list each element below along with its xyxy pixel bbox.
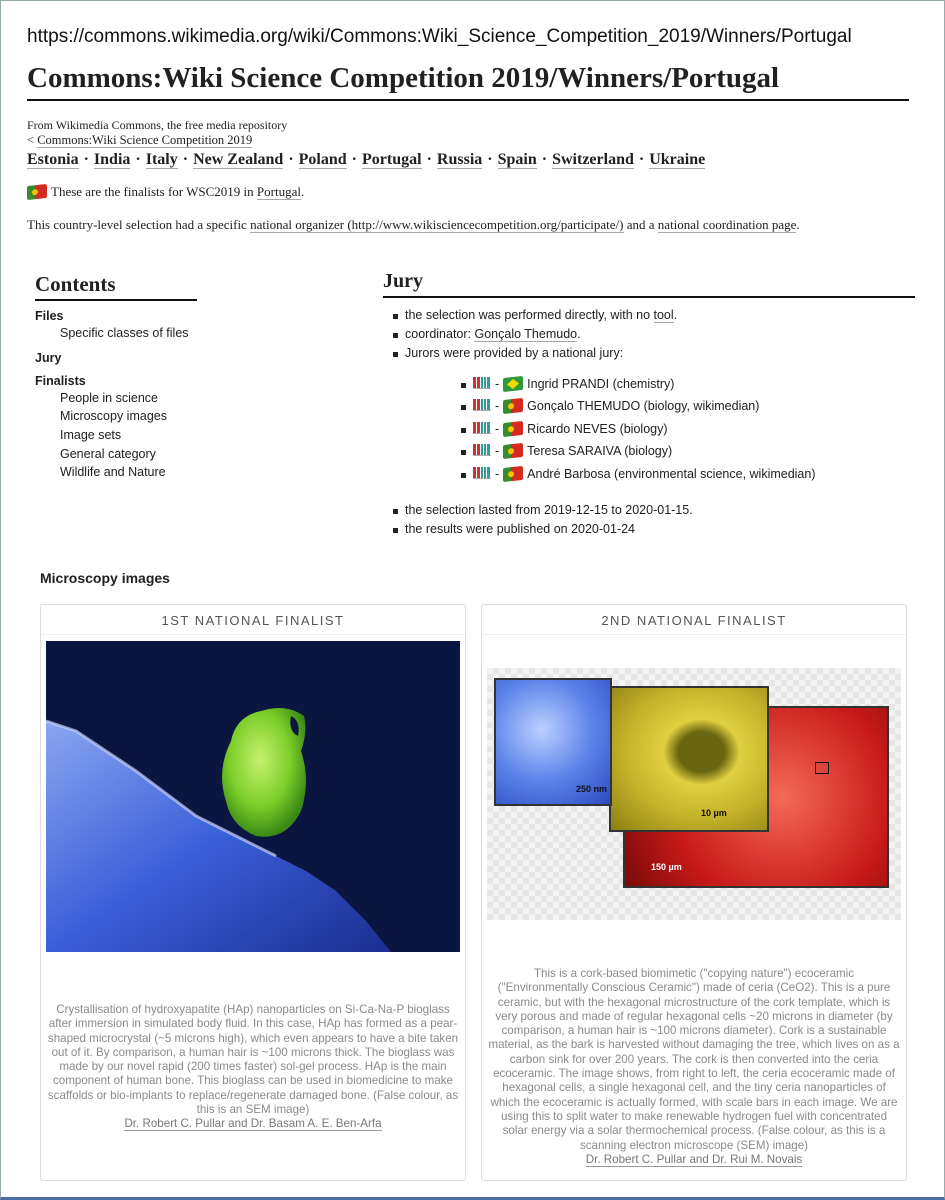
address-url[interactable]: https://commons.wikimedia.org/wiki/Commons:Wiki_Science_Competition_2019/Winners/Portugal	[27, 26, 852, 47]
toc-item[interactable]: Finalists	[35, 373, 86, 388]
country-link[interactable]: Poland	[298, 151, 347, 168]
zoom-marker	[815, 762, 829, 774]
jury-bullet	[383, 308, 915, 327]
jury-bullet: the selection lasted from 2019-12-15 to 2020-01-15.	[383, 503, 915, 522]
coordination-page-link[interactable]: national coordination page	[657, 217, 797, 232]
scale-label: 10 µm	[701, 808, 727, 818]
intro-end: .	[300, 184, 305, 199]
country-separator: ·	[638, 151, 645, 168]
country-link[interactable]: Switzerland	[552, 151, 634, 168]
credit-link[interactable]: Dr. Robert C. Pullar and Dr. Rui M. Novais	[585, 1152, 803, 1166]
portugal-flag-icon	[503, 466, 523, 482]
wikidata-icon[interactable]	[473, 377, 491, 389]
caption-text: This is a cork-based biomimetic ("copying nature") ecoceramic ("Environmentally Conscious Ceramic") made of ceria (CeO2). This is a pure ceramic, but with the hexagonal microstructure of the cork template, which is very porous and made of regular hexagonal cells ~20 microns in diameter (by comparison, a human hair is ~100 microns diameter). Cork is a sustainable material, as the bark is harvested without damaging the tree, which lives on as a carbon sink for over 200 years. The cork is then converted into the ceria ecoceramic. The image shows, from right to left, the ceria ecoceramic made of hexagonal cells, a single hexagonal cell, and the tiny ceria nanoparticles of which the ecoceramic is actually formed, with scale bars in each image. We are using this to split water to make renewable hydrogen fuel with concentrated solar energy via a solar thermochemical process. (False colour, as this is a scanning electron microscope (SEM) image)	[488, 967, 900, 1152]
country-separator: ·	[541, 151, 548, 168]
finalist-card-1	[40, 604, 466, 1181]
portugal-flag-icon	[27, 184, 47, 200]
hydroxyapatite-sem-image[interactable]	[46, 641, 460, 952]
jury-bullet	[383, 327, 915, 346]
bullet-end: .	[577, 327, 581, 341]
organizer-text: This country-level selection had a specific	[27, 217, 251, 232]
tool-link[interactable]: tool	[653, 308, 674, 322]
country-link[interactable]: Russia	[436, 151, 483, 168]
wikidata-icon[interactable]	[473, 422, 491, 434]
country-link[interactable]: New Zealand	[193, 151, 284, 168]
microscopy-heading: Microscopy images	[40, 570, 170, 586]
country-nav	[27, 151, 705, 169]
country-link[interactable]: Italy	[145, 151, 178, 168]
country-separator: ·	[182, 151, 189, 168]
bullet-text: coordinator:	[405, 327, 475, 341]
toc-title: Contents	[35, 272, 197, 301]
scale-label: 250 nm	[576, 784, 608, 794]
toc-subitem[interactable]: Wildlife and Nature	[60, 465, 166, 480]
sem-image-drawing	[46, 641, 460, 952]
country-separator: ·	[83, 151, 89, 168]
portugal-flag-icon	[503, 443, 523, 459]
page-title: Commons:Wiki Science Competition 2019/Winners/Portugal	[27, 62, 909, 101]
jury-section	[383, 270, 915, 541]
jury-heading: Jury	[383, 270, 915, 298]
card-caption	[47, 1003, 459, 1132]
juror-item	[461, 377, 915, 399]
country-separator: ·	[135, 151, 141, 168]
juror-dash: -	[495, 399, 500, 414]
jury-bullet: Jurors were provided by a national jury:	[383, 346, 915, 365]
ceria-yellow-panel	[609, 686, 769, 832]
breadcrumb	[27, 133, 252, 148]
toc-subitem[interactable]: General category	[60, 446, 156, 461]
juror-name: Ricardo NEVES (biology)	[527, 421, 668, 436]
credit-link[interactable]: Dr. Robert C. Pullar and Dr. Basam A. E. Ben-Arfa	[124, 1117, 382, 1131]
toc-subitem[interactable]: Microscopy images	[60, 409, 167, 424]
national-organizer-link[interactable]: national organizer (http://www.wikisciencecompetition.org/participate/)	[250, 217, 624, 232]
ceria-blue-panel	[494, 678, 612, 806]
country-separator: ·	[351, 151, 358, 168]
toc-subitem[interactable]: Specific classes of files	[60, 326, 189, 340]
country-separator: ·	[288, 151, 294, 168]
juror-item	[461, 444, 915, 466]
wikidata-icon[interactable]	[473, 467, 491, 479]
site-subtitle: From Wikimedia Commons, the free media repository	[27, 118, 288, 132]
portugal-flag-icon	[503, 398, 523, 414]
wikidata-icon[interactable]	[473, 444, 491, 456]
juror-dash: -	[495, 377, 500, 391]
juror-dash: -	[495, 466, 500, 481]
organizer-line	[27, 217, 800, 233]
card-header: 1ST NATIONAL FINALIST	[41, 605, 465, 635]
table-of-contents	[35, 272, 197, 484]
finalist-card-2	[481, 604, 907, 1181]
country-link[interactable]: Spain	[497, 151, 537, 168]
country-separator: ·	[426, 151, 432, 168]
organizer-end: .	[796, 217, 800, 232]
ceria-ecoceramic-sem-image[interactable]	[487, 668, 901, 920]
card-header: 2ND NATIONAL FINALIST	[482, 605, 906, 635]
juror-name: André Barbosa (environmental science, wikimedian)	[527, 466, 816, 481]
scale-label: 150 µm	[651, 862, 682, 872]
breadcrumb-prefix: <	[27, 133, 38, 147]
wikidata-icon[interactable]	[473, 399, 491, 411]
juror-item	[461, 467, 915, 489]
juror-name: Ingrid PRANDI (chemistry)	[527, 377, 675, 391]
juror-name: Teresa SARAIVA (biology)	[527, 444, 673, 459]
finalists-intro	[27, 184, 304, 200]
jury-bullet: the results were published on 2020-01-24	[383, 522, 915, 541]
caption-text: Crystallisation of hydroxyapatite (HAp) nanoparticles on Si-Ca-Na-P bioglass after immersion in simulated body fluid. In this case, HAp has formed as a pear-shaped microcrystal (~5 microns high), which even appears to have a bite taken out of it. By comparison, a human hair is ~100 microns thick. The bioglass was made by our novel rapid (200 times faster) sol-gel process. HAp is the main component of human bone. This bioglass can be used in biomedicine to make scaffolds or bio-implants to replace/regenerate damaged bone. (False colour, as this is an SEM image)	[47, 1003, 459, 1117]
juror-item	[461, 422, 915, 444]
toc-item[interactable]: Files	[35, 309, 64, 323]
bullet-text: the selection was performed directly, with no	[405, 308, 654, 322]
toc-subitem[interactable]: Image sets	[60, 428, 122, 443]
country-link[interactable]: India	[93, 151, 131, 168]
intro-text: These are the finalists for WSC2019 in	[51, 184, 257, 199]
country-link[interactable]: Ukraine	[649, 151, 706, 168]
bullet-end: .	[673, 308, 678, 322]
card-caption	[488, 967, 900, 1167]
juror-dash: -	[495, 444, 500, 459]
toc-subitem[interactable]: People in science	[60, 390, 158, 405]
toc-item[interactable]: Jury	[35, 350, 62, 365]
country-separator: ·	[487, 151, 493, 168]
coordinator-link[interactable]: Gonçalo Themudo	[474, 327, 578, 341]
parent-page-link[interactable]: Commons:Wiki Science Competition 2019	[37, 133, 253, 147]
juror-item	[461, 399, 915, 421]
portugal-flag-icon	[503, 421, 523, 437]
juror-name: Gonçalo THEMUDO (biology, wikimedian)	[527, 399, 760, 414]
juror-dash: -	[495, 421, 500, 436]
organizer-text: and a	[623, 217, 658, 232]
country-link[interactable]: Portugal	[362, 151, 422, 168]
portugal-link[interactable]: Portugal	[256, 184, 301, 199]
country-link[interactable]: Estonia	[27, 151, 79, 168]
brazil-flag-icon	[503, 376, 523, 392]
